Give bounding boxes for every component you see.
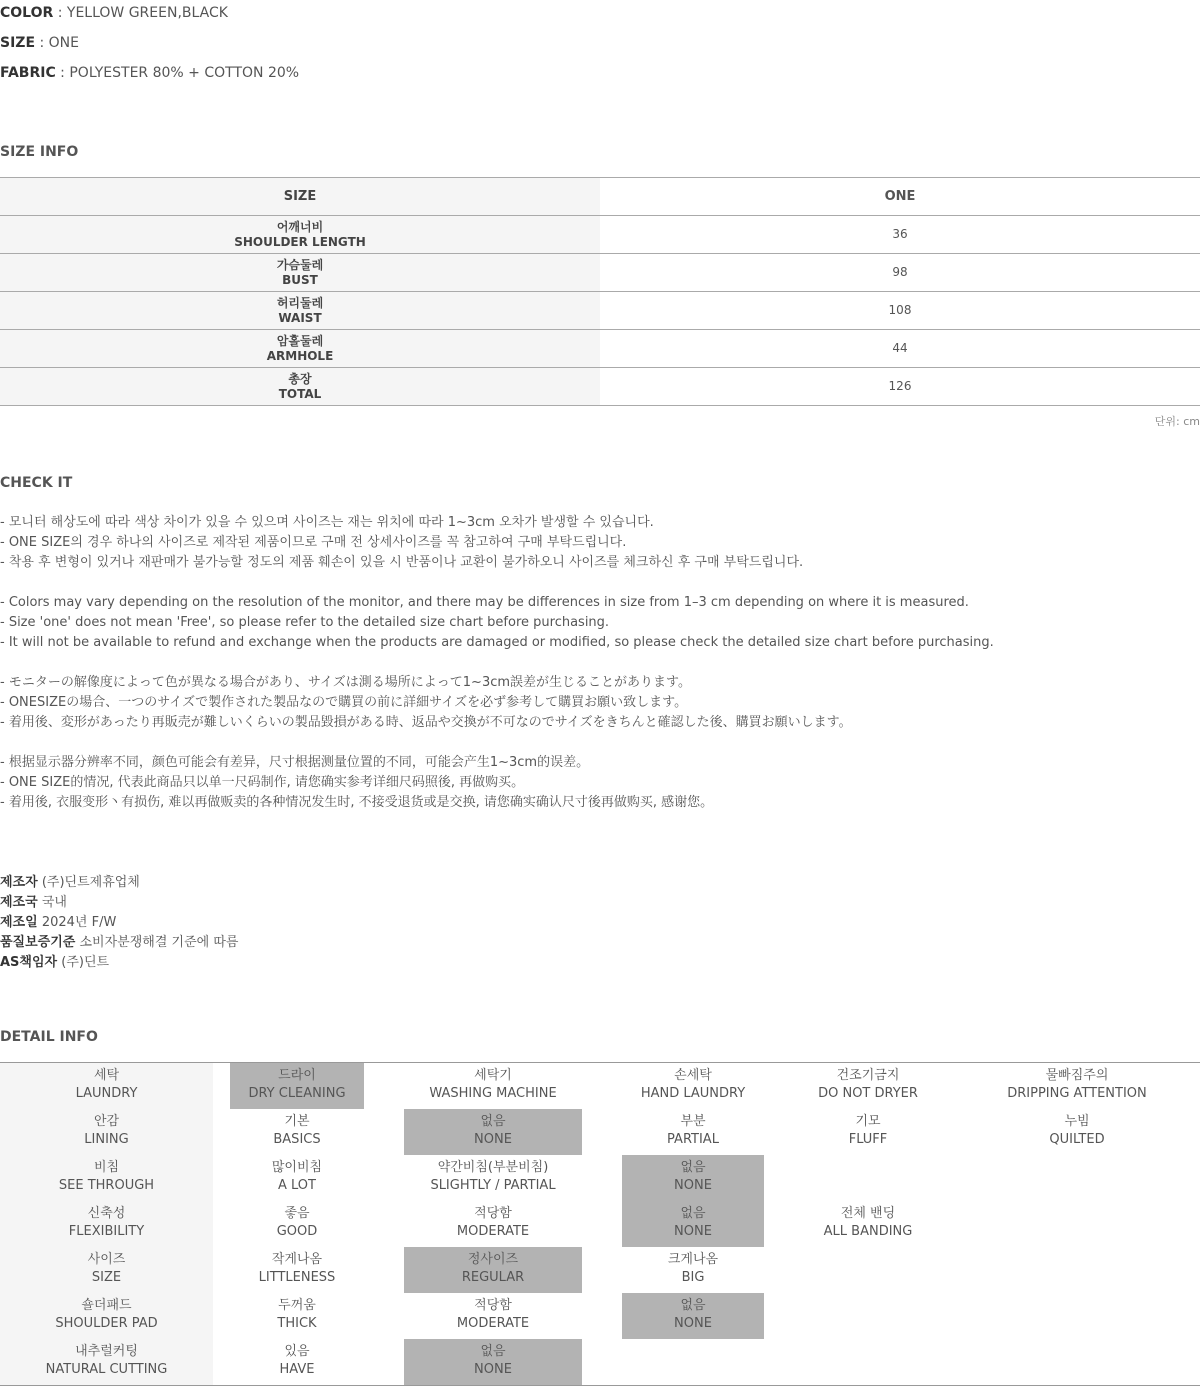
- detail-option: [404, 1293, 582, 1339]
- detail-text-en: FLUFF: [848, 1132, 888, 1147]
- detail-option: [798, 1109, 938, 1155]
- detail-text-en: LITTLENESS: [258, 1270, 336, 1285]
- detail-label-shoulder-pad: [0, 1293, 213, 1339]
- size-info-title: SIZE INFO: [0, 144, 79, 160]
- size-label: SIZE: [0, 35, 36, 51]
- detail-option: [404, 1063, 582, 1109]
- detail-text-ko: 안감: [93, 1114, 120, 1129]
- detail-text-ko: 없음: [680, 1206, 706, 1221]
- size-row: [0, 254, 1200, 292]
- maker-value: 2024년 F/W: [37, 915, 117, 930]
- detail-text-ko: 크게나옴: [667, 1252, 719, 1267]
- detail-text-en: NONE: [674, 1316, 712, 1331]
- detail-text-ko: 기모: [855, 1114, 881, 1129]
- maker-row: [0, 893, 238, 913]
- size-row-ko: 암홀둘레: [276, 333, 324, 348]
- size-line: [0, 34, 79, 52]
- maker-value: 소비자분쟁해결 기준에 따름: [75, 935, 239, 950]
- check-line: - Colors may vary depending on the resolution of the monitor, and there may be differences in size from 1–3 cm depending on where it is measured.: [0, 595, 969, 610]
- check-line: - 根据显示器分辨率不同，颜色可能会有差异，尺寸根据测量位置的不同，可能会产生1~3cm的误差。: [0, 755, 590, 770]
- detail-label-size: [0, 1247, 213, 1293]
- detail-text-ko: 작게나옴: [271, 1252, 323, 1267]
- detail-text-ko: 세탁기: [474, 1068, 512, 1083]
- unit-note: 단위: cm: [1154, 415, 1200, 428]
- detail-text-ko: 사이즈: [87, 1252, 126, 1267]
- fabric-value: : POLYESTER 80% + COTTON 20%: [55, 65, 300, 81]
- detail-text-en: WASHING MACHINE: [429, 1086, 557, 1101]
- detail-text-en: SHOULDER PAD: [55, 1316, 158, 1331]
- size-header-label: SIZE: [0, 178, 600, 216]
- size-row-label: [0, 254, 600, 292]
- check-line: - It will not be available to refund and exchange when the products are damaged or modified, so please check the detailed size chart before purchasing.: [0, 635, 994, 650]
- maker-row: [0, 913, 238, 933]
- size-row-label: [0, 216, 600, 254]
- check-line: - ONE SIZE的情况, 代表此商品只以单一尺码制作, 请您确实参考详细尺码照後, 再做购买。: [0, 775, 525, 790]
- detail-info-title: DETAIL INFO: [0, 1029, 98, 1045]
- detail-option: [230, 1247, 364, 1293]
- detail-text-en: HAVE: [279, 1362, 315, 1377]
- detail-text-en: SLIGHTLY / PARTIAL: [430, 1178, 556, 1193]
- detail-option: [622, 1109, 764, 1155]
- detail-text-ko: 드라이: [278, 1068, 316, 1083]
- size-row-en: TOTAL: [278, 386, 322, 401]
- size-row-en: ARMHOLE: [266, 348, 334, 363]
- detail-text-en: LAUNDRY: [75, 1086, 138, 1101]
- detail-text-ko: 전체 밴딩: [840, 1206, 896, 1221]
- check-chinese: [0, 753, 713, 813]
- detail-text-ko: 숄더패드: [81, 1298, 132, 1313]
- check-line: - 着用後、変形があったり再販売が難しいくらいの製品毀損がある時、返品や交換が不可なのでサイズをきちんと確認した後、購買お願いします。: [0, 715, 852, 730]
- detail-option-selected: [404, 1247, 582, 1293]
- maker-label: 제조자: [0, 875, 38, 890]
- check-korean: [0, 513, 803, 573]
- detail-text-ko: 건조기금지: [836, 1068, 900, 1083]
- check-line: - Size 'one' does not mean 'Free', so please refer to the detailed size chart before purchasing.: [0, 615, 610, 630]
- detail-option: [404, 1201, 582, 1247]
- detail-text-en: A LOT: [278, 1178, 316, 1193]
- color-label: COLOR: [0, 5, 54, 21]
- size-row-ko: 어깨너비: [276, 219, 324, 234]
- detail-text-en: BIG: [681, 1270, 705, 1285]
- check-it-title: CHECK IT: [0, 475, 73, 491]
- detail-text-ko: 누빔: [1064, 1114, 1090, 1129]
- detail-text-en: NONE: [674, 1178, 712, 1193]
- detail-text-en: PARTIAL: [667, 1132, 719, 1147]
- detail-text-en: LINING: [84, 1132, 129, 1147]
- detail-text-ko: 약간비침(부분비침): [437, 1160, 549, 1175]
- detail-text-ko: 비침: [93, 1160, 120, 1175]
- detail-option: [230, 1155, 364, 1201]
- detail-text-en: MODERATE: [456, 1316, 530, 1331]
- detail-text-ko: 적당함: [474, 1206, 512, 1221]
- size-row-en: BUST: [282, 272, 318, 287]
- detail-text-ko: 손세탁: [674, 1068, 712, 1083]
- color-value: : YELLOW GREEN,BLACK: [53, 5, 228, 21]
- detail-text-ko: 두꺼움: [278, 1298, 316, 1313]
- detail-text-en: GOOD: [276, 1224, 318, 1239]
- detail-text-ko: 없음: [480, 1114, 506, 1129]
- size-row-label: [0, 292, 600, 330]
- size-row-ko: 총장: [288, 371, 312, 386]
- detail-option-selected: [404, 1109, 582, 1155]
- detail-label-laundry: [0, 1063, 213, 1109]
- size-row-label: [0, 330, 600, 368]
- detail-text-en: NONE: [474, 1132, 512, 1147]
- detail-text-ko: 좋음: [284, 1206, 310, 1221]
- detail-option: [992, 1109, 1162, 1155]
- detail-text-en: THICK: [277, 1316, 317, 1331]
- size-value: : ONE: [35, 35, 79, 51]
- detail-text-ko: 없음: [480, 1344, 506, 1359]
- check-line: - 着用後, 衣服变形丶有损伤, 难以再做贩卖的各种情况发生时, 不接受退货或是交换, 请您确实确认尺寸後再做购买, 感谢您。: [0, 795, 714, 810]
- check-english: [0, 593, 994, 653]
- maker-value: 국내: [37, 895, 67, 910]
- detail-text-ko: 내추럴커팅: [75, 1344, 138, 1359]
- detail-option: [230, 1339, 364, 1385]
- check-line: - ONESIZEの場合、一つのサイズで製作された製品なので購買の前に詳細サイズを必ず参考して購買お願い致します。: [0, 695, 688, 710]
- size-row: [0, 368, 1200, 406]
- detail-label-see-through: [0, 1155, 213, 1201]
- detail-text-ko: 없음: [680, 1298, 706, 1313]
- size-table-header: [0, 178, 1200, 216]
- maker-row: [0, 953, 238, 973]
- maker-label: 제조일: [0, 915, 38, 930]
- size-row: [0, 330, 1200, 368]
- size-row-value: 126: [888, 379, 912, 393]
- size-row-value: 36: [600, 216, 1200, 254]
- detail-option: [622, 1063, 764, 1109]
- detail-text-en: QUILTED: [1049, 1132, 1105, 1147]
- size-row-en: WAIST: [278, 310, 322, 325]
- detail-text-en: HAND LAUNDRY: [640, 1086, 746, 1101]
- detail-label-natural-cutting: [0, 1339, 213, 1385]
- fabric-label: FABRIC: [0, 65, 56, 81]
- detail-text-en: SIZE: [91, 1270, 122, 1285]
- detail-label-flexibility: [0, 1201, 213, 1247]
- maker-label: 품질보증기준: [0, 935, 76, 950]
- detail-option: [992, 1063, 1162, 1109]
- size-header-value: ONE: [600, 178, 1200, 216]
- color-line: [0, 4, 228, 22]
- detail-option-selected: [622, 1155, 764, 1201]
- detail-text-en: DRY CLEANING: [248, 1086, 346, 1101]
- detail-text-en: BASICS: [273, 1132, 321, 1147]
- detail-text-ko: 세탁: [93, 1068, 120, 1083]
- detail-option: [230, 1293, 364, 1339]
- detail-option: [230, 1109, 364, 1155]
- maker-value: (주)딘트제휴업체: [37, 875, 140, 890]
- detail-grid: [0, 1062, 1200, 1386]
- detail-text-en: SEE THROUGH: [58, 1178, 155, 1193]
- fabric-line: [0, 64, 299, 82]
- size-table: [0, 177, 1200, 406]
- detail-option-selected: [230, 1063, 364, 1109]
- detail-text-ko: 기본: [284, 1114, 310, 1129]
- detail-text-ko: 부분: [680, 1114, 706, 1129]
- size-row-label: [0, 368, 600, 406]
- maker-label: AS책임자: [0, 955, 58, 970]
- check-line: - 모니터 해상도에 따라 색상 차이가 있을 수 있으며 사이즈는 재는 위치에 따라 1~3cm 오차가 발생할 수 있습니다.: [0, 515, 654, 530]
- check-japanese: [0, 673, 852, 733]
- detail-text-ko: 있음: [284, 1344, 310, 1359]
- detail-text-ko: 물빠짐주의: [1045, 1068, 1109, 1083]
- check-line: - ONE SIZE의 경우 하나의 사이즈로 제작된 제품이므로 구매 전 상세사이즈를 꼭 참고하여 구매 부탁드립니다.: [0, 535, 627, 550]
- detail-text-ko: 정사이즈: [467, 1252, 519, 1267]
- detail-option: [798, 1201, 938, 1247]
- detail-text-en: NONE: [674, 1224, 712, 1239]
- size-row-value: 108: [600, 292, 1200, 330]
- detail-text-en: REGULAR: [461, 1270, 525, 1285]
- check-line: - モニターの解像度によって色が異なる場合があり、サイズは測る場所によって1~3cm誤差が生じることがあります。: [0, 675, 691, 690]
- check-line: - 착용 후 변형이 있거나 재판매가 불가능할 정도의 제품 훼손이 있을 시 반품이나 교환이 불가하오니 사이즈를 체크하신 후 구매 부탁드립니다.: [0, 555, 804, 570]
- detail-option: [622, 1247, 764, 1293]
- maker-row: [0, 873, 238, 893]
- size-row-ko: 허리둘레: [276, 295, 324, 310]
- maker-info: [0, 873, 238, 973]
- maker-value: (주)딘트: [57, 955, 110, 970]
- maker-row: [0, 933, 238, 953]
- detail-option: [404, 1155, 582, 1201]
- detail-text-en: ALL BANDING: [823, 1224, 913, 1239]
- detail-option: [798, 1063, 938, 1109]
- detail-text-ko: 적당함: [474, 1298, 512, 1313]
- detail-text-en: NATURAL CUTTING: [45, 1362, 168, 1377]
- detail-text-ko: 없음: [680, 1160, 706, 1175]
- maker-label: 제조국: [0, 895, 38, 910]
- size-row-value: 98: [600, 254, 1200, 292]
- detail-option-selected: [622, 1201, 764, 1247]
- size-row-value: 44: [600, 330, 1200, 368]
- detail-text-en: DRIPPING ATTENTION: [1007, 1086, 1147, 1101]
- detail-text-en: MODERATE: [456, 1224, 530, 1239]
- detail-text-en: DO NOT DRYER: [818, 1086, 918, 1101]
- detail-option-selected: [622, 1293, 764, 1339]
- detail-label-lining: [0, 1109, 213, 1155]
- detail-option-selected: [404, 1339, 582, 1385]
- detail-text-en: NONE: [474, 1362, 512, 1377]
- size-row: [0, 216, 1200, 254]
- size-row-ko: 가슴둘레: [276, 257, 324, 272]
- size-row: [0, 292, 1200, 330]
- detail-option: [230, 1201, 364, 1247]
- detail-text-ko: 많이비침: [271, 1160, 323, 1175]
- detail-text-ko: 신축성: [87, 1206, 126, 1221]
- detail-text-en: FLEXIBILITY: [68, 1224, 145, 1239]
- size-row-en: SHOULDER LENGTH: [234, 234, 366, 249]
